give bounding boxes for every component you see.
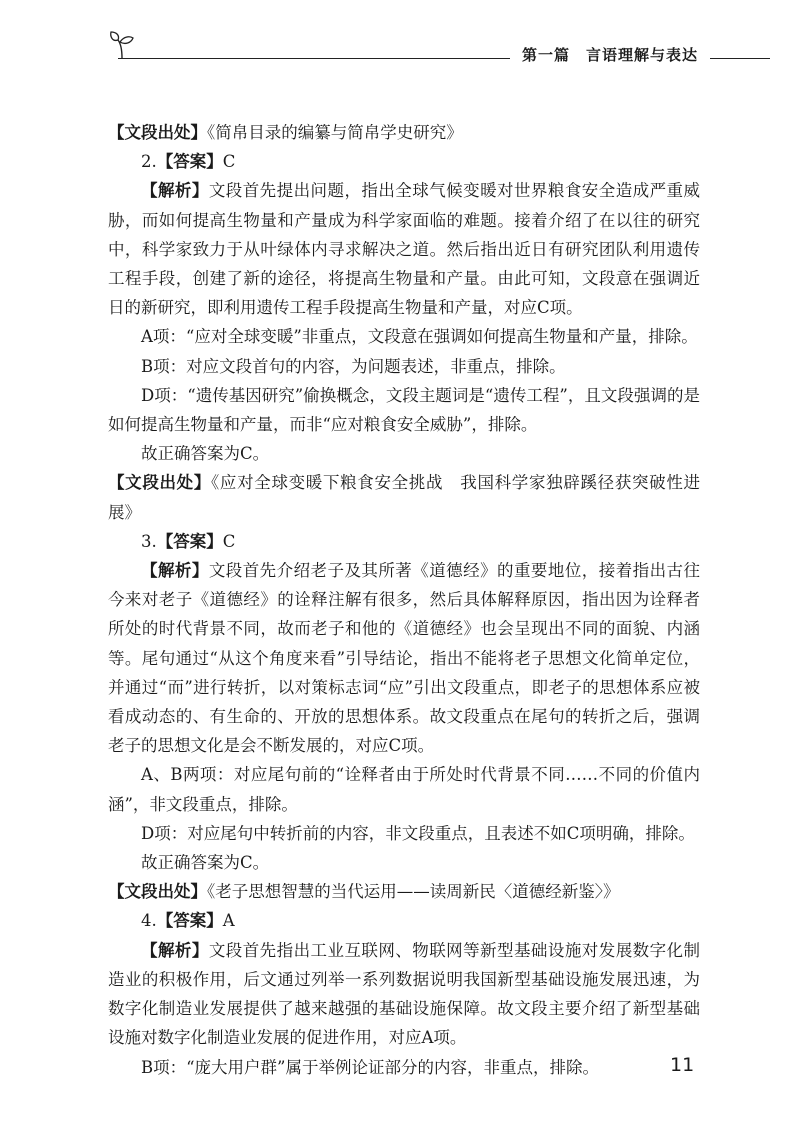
header-rule-left — [118, 58, 510, 59]
answer-line: 2.【答案】C — [141, 152, 236, 172]
option-paragraph: D项：对应尾句中转折前的内容，非文段重点，且表述不如C项明确，排除。 — [141, 823, 695, 843]
option-paragraph: A、B两项：对应尾句前的“诠释者由于所处时代背景不同……不同的价值内涵”，非文段重点，排除。 — [108, 765, 700, 814]
source-line: 【文段出处】《简帛目录的编纂与简帛学史研究》 — [108, 123, 463, 142]
conclusion-paragraph: 故正确答案为C。 — [141, 853, 270, 873]
option-paragraph: B项：对应文段首句的内容，为问题表述，非重点，排除。 — [141, 356, 566, 376]
analysis-paragraph: 【解析】文段首先提出问题，指出全球气候变暖对世界粮食安全造成严重威胁，而如何提高生物量和产量成为科学家面临的难题。接着介绍了在以往的研究中，科学家致力于从叶绿体内寻求解决之道。然后指出近日有研究团队利用遗传工程手段，创建了新的途径，将提高生物量和产量。由此可知，文段意在强调近日的新研究，即利用遗传工程手段提高生物量和产量，对应C项。 — [108, 181, 700, 318]
leaf-logo-icon — [108, 30, 136, 60]
option-paragraph: B项：“庞大用户群”属于举例论证部分的内容，非重点，排除。 — [141, 1057, 599, 1077]
running-header-title: 第一篇 言语理解与表达 — [522, 46, 699, 64]
source-line: 【文段出处】《应对全球变暖下粮食安全挑战 我国科学家独辟蹊径获突破性进展》 — [108, 473, 701, 522]
page-number: 11 — [670, 1054, 695, 1076]
option-paragraph: D项：“遗传基因研究”偷换概念，文段主题词是“遗传工程”，且文段强调的是如何提高生物量和产量，而非“应对粮食安全威胁”，排除。 — [108, 385, 700, 435]
header-rule-right — [710, 58, 770, 59]
analysis-paragraph: 【解析】文段首先介绍老子及其所著《道德经》的重要地位，接着指出古往今来对老子《道德经》的诠释注解有很多，然后具体解释原因，指出因为诠释者所处的时代背景不同，故而老子和他的《道德经》也会呈现出不同的面貌、内涵等。尾句通过“从这个角度来看”引导结论，指出不能将老子思想文化简单定位，并通过“而”进行转折，以对策标志词“应”引出文段重点，即老子的思想体系应被看成动态的、有生命的、开放的思想体系。故文段重点在尾句的转折之后，强调老子的思想文化是会不断发展的，对应C项。 — [108, 561, 700, 756]
source-line: 【文段出处】《老子思想智慧的当代运用——读周新民〈道德经新鉴〉》 — [108, 882, 620, 902]
answer-line: 3.【答案】C — [141, 531, 236, 551]
conclusion-paragraph: 故正确答案为C。 — [141, 444, 270, 464]
page-body — [108, 118, 700, 1082]
option-paragraph: A项：“应对全球变暖”非重点，文段意在强调如何提高生物量和产量，排除。 — [141, 327, 698, 347]
analysis-paragraph: 【解析】文段首先指出工业互联网、物联网等新型基础设施对发展数字化制造业的积极作用，后文通过列举一系列数据说明我国新型基础设施发展迅速，为数字化制造业发展提供了越来越强的基础设施保障。故文段主要介绍了新型基础设施对数字化制造业发展的促进作用，对应A项。 — [108, 940, 700, 1048]
answer-line: 4.【答案】A — [141, 911, 235, 931]
